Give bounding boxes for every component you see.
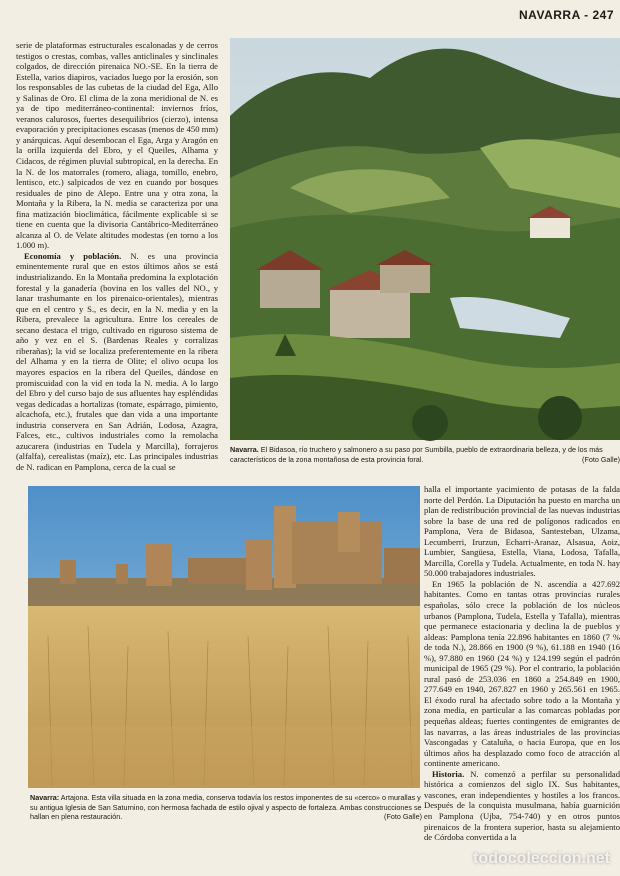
left-paragraph-2-text: N. es una provincia eminentemente rural que en estos últimos años se está industrializando. En la Montaña predomina la explotación forestal y la ganadería (bovina en los valles del NO., y lanar trashumante en los pirenaico-orientales), mientras que en el centro y S., es decir, en la N. media y en la Ribera, prevalece la agricultura. Entre los cereales de secano destaca el trigo, cultivado en riguroso sistema de año y vez en el S. (Bardenas Reales y corralizas riberañas); la vid se localiza preferentemente en la ribera del Alhama y en la tierra de Olite; el olivo ocupa los mayores espacios en la ribera del Queiles, dándose en promiscuidad con la vid en toda la N. media. A lo largo del Ebro y del curso bajo de sus afluentes hay espléndidas vegas dedicadas a hortalizas (tomate, espárrago, pimiento, alcachofa, etc.), frutales que dan vida a una importante industria conservera en San Adrián, Lodosa, Azagra, Falces, etc., cultivos industriales como la remolacha azucarera (industrias en Tudela y Marcilla), forrajeros (alfalfa), cerealistas (maíz), etc. Las principales industrias de N. radican en Pamplona, cerca de la cual se (16, 250, 219, 472)
caption-artajona-text: Artajona. Esta villa situada en la zona media, conserva todavía los restos imponentes de su «cerco» o murallas y su antigua Iglesia de San Saturnino, con hermosa fachada de estilo ojival y aspecto de fortaleza. Ambas construcciones se hallan en plena restauración. (30, 793, 422, 821)
caption-bidasoa-title: Navarra. (230, 445, 259, 454)
caption-artajona (30, 793, 422, 822)
watermark-brand: todocoleccion (473, 850, 582, 867)
caption-artajona-credit: (Foto Galle) (384, 812, 422, 821)
left-paragraph-1: serie de plataformas estructurales escalonadas y de cerros testigos o crestas, combas, valles anticlinales y sinclinales colgados, de dirección pirenaica NO.-SE. En la tierra de Estella, varios diapiros, vaciados luego por la erosión, son los responsables de las cubetas de la ciudad del Ega, Allo y Salinas de Oro. El clima de la zona meridional de N. es ya de tipo mediterráneo-continental: inviernos fríos, veranos calurosos, fuertes desequilibrios (cierzo), intensa evaporación y precipitaciones escasas (menos de 450 mm) y anárquicas. Aquí desembocan el Ega, Arga y Aragón en la orilla izquierda del Ebro, y el Queiles, Alhama y Cidacos, de régimen pluvial subtropical, en la derecha. En la N. de los matorrales (romero, aliaga, tomillo, enebro, lentisco, etc.) salpicados de vez en cuando por bosques residuales de pino de Alepo. Entre una y otra zona, la Montaña y la Ribera, la N. media se caracteriza por una fina matización bioclimática, fácilmente explicable si se tiene en cuenta que la divisoria Cantábrico-Mediterráneo alcanza al O. de Velate altitudes modestas (en torno a los 1.000 m). (16, 40, 218, 251)
caption-bidasoa-text: El Bidasoa, río truchero y salmonero a su paso por Sumbilla, pueblo de extraordinaria belleza, y de los más característicos de la zona montañosa de esta provincia foral. (230, 445, 603, 464)
subheading-economia: Economía y población. (24, 250, 122, 261)
landscape-illustration (230, 38, 620, 440)
right-column (424, 484, 620, 844)
right-paragraph-3-text: N. comenzó a perfilar su personalidad histórica a comienzos del siglo IX. Sus habitantes, vascones, eran independientes y hostiles a los francos. Después de la conquista musulmana, había guarnición en Pamplona (Ujba, 754-740) y en otros puntos pirenaicos de la frontera superior, hasta su alejamiento de Córdoba convertida a la (424, 768, 620, 843)
artajona-illustration (28, 486, 420, 788)
caption-bidasoa (230, 445, 620, 464)
right-paragraph-3 (424, 769, 620, 843)
header-separator: - (580, 8, 593, 22)
page-header (519, 8, 614, 22)
caption-artajona-title: Navarra: (30, 793, 60, 802)
watermark-tld: .net (581, 850, 610, 867)
photo-bidasoa (230, 38, 620, 440)
watermark (473, 850, 610, 868)
left-paragraph-2 (16, 251, 218, 472)
subheading-historia: Historia. (432, 768, 465, 779)
caption-bidasoa-credit: (Foto Galle) (582, 454, 620, 464)
section-title: NAVARRA (519, 8, 581, 22)
photo-artajona (28, 486, 420, 788)
page-number: 247 (592, 8, 614, 22)
left-column (16, 40, 219, 472)
right-paragraph-1: halla el importante yacimiento de potasas de la falda norte del Perdón. La Diputación ha puesto en marcha un plan de redistribución provincial de las nuevas industrias sobre la base de una red de polígonos radicados en Pamplona, Vera de Bidasoa, Santesteban, Ulzama, Lecumberri, Irurzun, Echarri-Aranaz, Alsasua, Aoiz, Lumbier, Sangüesa, Estella, Viana, Lodosa, Tafalla, Marcilla, Corella y Tudela. Actualmente, en toda N. hay 50.000 trabajadores industriales. (424, 484, 620, 579)
right-paragraph-2: En 1965 la población de N. ascendía a 427.692 habitantes. Como en tantas otras provincias rurales españolas, sólo crece la población de los núcleos urbanos (Pamplona, Tudela, Estella y Tafalla), mientras que permanece estacionaria y declina la de pueblos y aldeas: Pamplona tenía 22.896 habitantes en 1860 (7 % de toda N.), 28.866 en 1900 (9 %), 61.188 en 1940 (16 %), 97.880 en 1960 (24 %) y 124.199 según el padrón municipal de 1965 (29 %). Por el contrario, la población rural pasó de 253.036 en 1860 a 254.849 en 1900, 277.649 en 1940, 267.827 en 1960 y 265.561 en 1965. El éxodo rural ha afectado sobre todo a la Montaña y zona media, en particular a las comarcas pobladas por pequeñas aldeas; fuertes contingentes de emigrantes de las navarras, a las áreas industriales de las provincias Vascongadas y Cataluña, o hacia Europa, que en los últimos años ha desplazado como foco de atracción al continente americano. (424, 578, 620, 769)
